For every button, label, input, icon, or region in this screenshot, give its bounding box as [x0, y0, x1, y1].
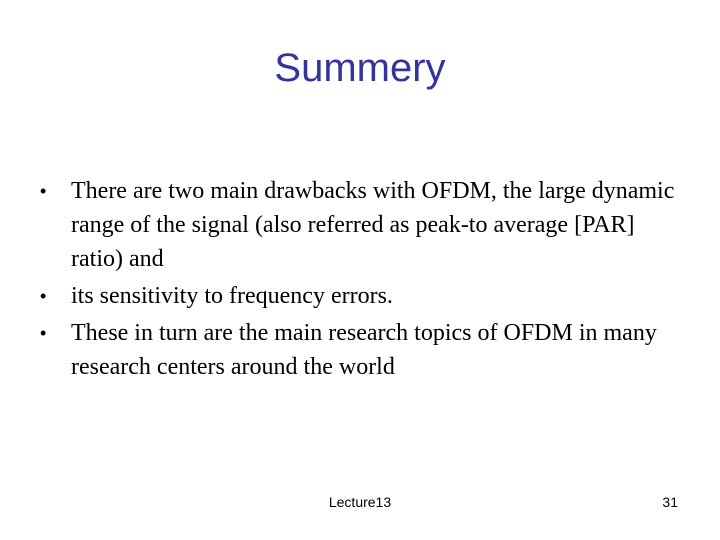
bullet-item-1 [40, 174, 690, 276]
bullet-text-2: its sensitivity to frequency errors. [71, 283, 393, 309]
slide-title: Summery [274, 46, 446, 90]
bullet-dot-icon: • [40, 286, 47, 306]
bullet-dot-icon: • [40, 181, 47, 201]
footer-page-number: 31 [662, 494, 678, 510]
bullet-list [40, 174, 690, 387]
bullet-text-3: These in turn are the main research topics of OFDM in many research centers around the world [71, 320, 657, 380]
bullet-text-1: There are two main drawbacks with OFDM, the large dynamic range of the signal (also referred as peak-to average [PAR] ratio) and [71, 178, 675, 272]
bullet-item-2 [40, 279, 690, 313]
footer-lecture-label: Lecture13 [328, 494, 392, 510]
bullet-dot-icon: • [40, 323, 47, 343]
bullet-item-3 [40, 316, 690, 384]
